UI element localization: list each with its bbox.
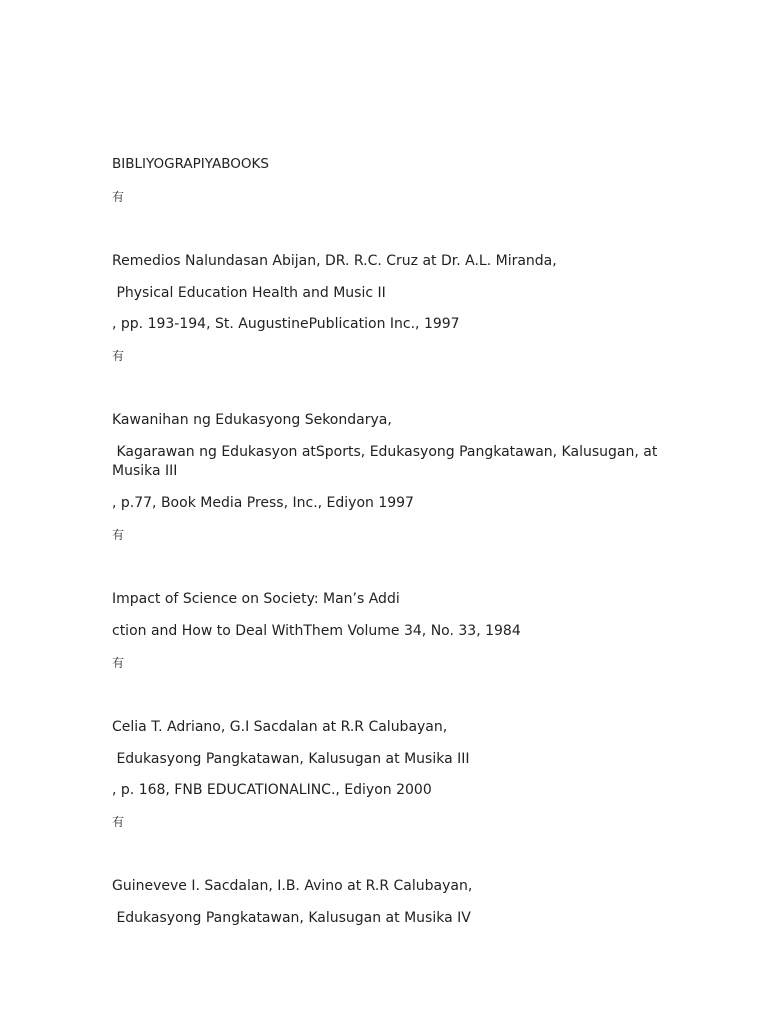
entry-2-title: Kagarawan ng Edukasyon atSports, Edukasyong Pangkatawan, Kalusugan, at Musika III xyxy=(112,444,662,479)
entry-2-authors: Kawanihan ng Edukasyong Sekondarya, xyxy=(112,412,392,428)
entry-5-title: Edukasyong Pangkatawan, Kalusugan at Musika IV xyxy=(112,910,471,926)
separator-glyph: 有 xyxy=(112,528,125,542)
entry-1-publication: , pp. 193-194, St. AugustinePublication Inc., 1997 xyxy=(112,316,460,332)
entry-4-publication: , p. 168, FNB EDUCATIONALINC., Ediyon 2000 xyxy=(112,782,432,798)
entry-1-title: Physical Education Health and Music II xyxy=(112,285,386,301)
entry-2-publication: , p.77, Book Media Press, Inc., Ediyon 1997 xyxy=(112,495,414,511)
entry-4-title: Edukasyong Pangkatawan, Kalusugan at Musika III xyxy=(112,751,470,767)
bibliography-heading: BIBLIYOGRAPIYABOOKS xyxy=(112,156,269,172)
entry-4-authors: Celia T. Adriano, G.I Sacdalan at R.R Calubayan, xyxy=(112,719,448,735)
entry-5-authors: Guineveve I. Sacdalan, I.B. Avino at R.R Calubayan, xyxy=(112,878,473,894)
entry-3-title-part1: Impact of Science on Society: Man’s Addi xyxy=(112,591,400,607)
separator-glyph: 有 xyxy=(112,349,125,363)
separator-glyph: 有 xyxy=(112,815,125,829)
entry-1-authors: Remedios Nalundasan Abijan, DR. R.C. Cruz at Dr. A.L. Miranda, xyxy=(112,253,557,269)
separator-glyph: 有 xyxy=(112,656,125,670)
entry-3-title-part2: ction and How to Deal WithThem Volume 34, No. 33, 1984 xyxy=(112,623,521,639)
separator-glyph: 有 xyxy=(112,190,125,204)
